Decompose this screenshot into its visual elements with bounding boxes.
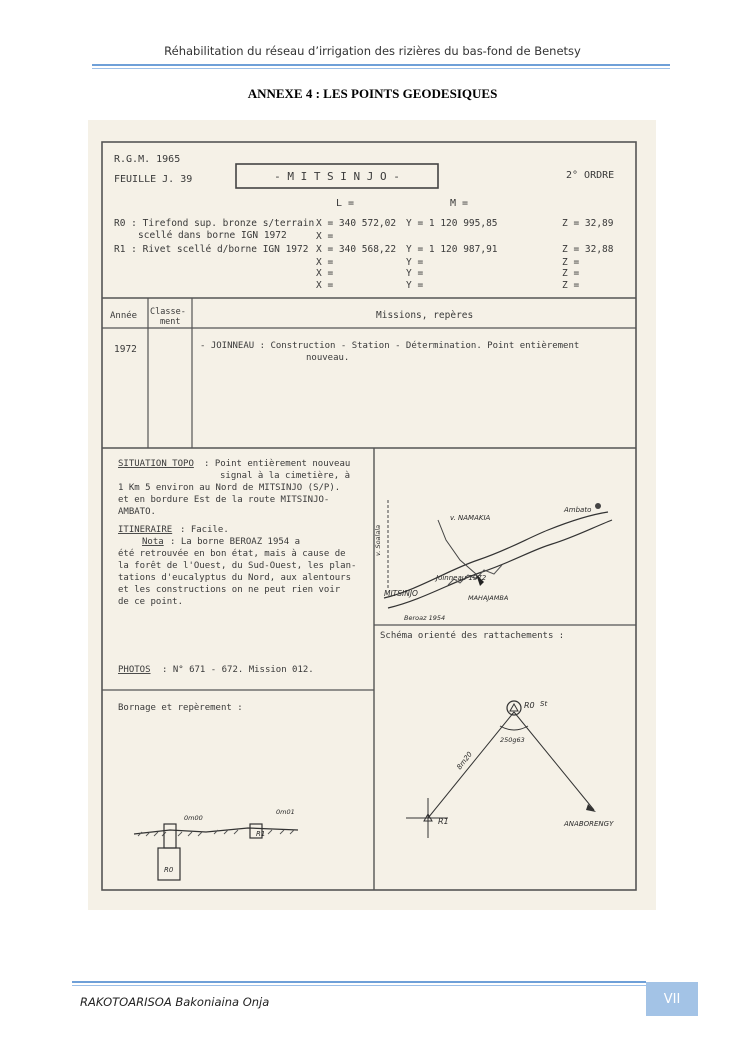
head-classement-2: ment (160, 317, 181, 327)
col-l: L = (336, 198, 355, 209)
schema-station: St (540, 700, 548, 708)
schema-angle: 250g63 (500, 736, 525, 744)
z-r1: Z = 32,88 (562, 244, 614, 255)
y-r0: Y = 1 120 995,85 (406, 218, 498, 229)
situation-5: AMBATO. (118, 507, 156, 517)
itineraire-label: ITINERAIRE (118, 525, 173, 535)
point-name: - M I T S I N J O - (274, 170, 400, 183)
borne-r0: R0 (164, 866, 174, 874)
x-blank-1: X = (316, 231, 334, 242)
x-blank-4: X = (316, 280, 334, 291)
bornage-label: Bornage et repèrement : (118, 703, 243, 713)
y-r1: Y = 1 120 987,91 (406, 244, 498, 255)
map-ambato: Ambato (564, 506, 592, 514)
situation-4: et en bordure Est de la route MITSINJO- (118, 495, 330, 505)
ordre-label: 2° ORDRE (566, 170, 615, 181)
location-sketch-map (384, 500, 612, 608)
schema-r0: R0 (524, 701, 535, 710)
map-mahajamba: MAHAJAMBA (468, 594, 509, 602)
situation-label: SITUATION TOPO (118, 459, 194, 469)
nota-6: de ce point. (118, 597, 184, 607)
footer-author: RAKOTOARISOA Bakoniaina Onja (80, 995, 270, 1009)
z-blank-3: Z = (562, 280, 580, 291)
situation-3: 1 Km 5 environ au Nord de MITSINJO (S/P). (118, 483, 341, 493)
x-r0: X = 340 572,02 (316, 218, 397, 229)
z-r0: Z = 32,89 (562, 218, 614, 229)
y-blank-2: Y = (406, 268, 424, 279)
nota-3: la forêt de l'Ouest, du Sud-Ouest, les plan- (118, 561, 357, 571)
map-soalala: v. Soalala (374, 524, 382, 556)
header-rule (92, 64, 670, 66)
map-joinneau: Joinneau 1972 (436, 574, 487, 582)
head-missions: Missions, repères (376, 310, 474, 321)
y-blank-3: Y = (406, 280, 424, 291)
map-namakia: v. NAMAKIA (450, 514, 491, 522)
rgm-label: R.G.M. 1965 (114, 154, 181, 165)
z-blank-1: Z = (562, 257, 580, 268)
feuille-label: FEUILLE J. 39 (114, 174, 193, 185)
header-rule-thin (92, 68, 670, 69)
running-header: Réhabilitation du réseau d’irrigation des rizières du bas-fond de Benetsy (164, 44, 581, 58)
nota-label: Nota (142, 537, 164, 547)
schema-r1: R1 (438, 817, 449, 826)
nota-1: : La borne BEROAZ 1954 a (170, 537, 301, 547)
y-blank-1: Y = (406, 257, 424, 268)
schema-diagram (406, 701, 596, 838)
x-r1: X = 340 568,22 (316, 244, 397, 255)
x-blank-2: X = (316, 257, 334, 268)
z-blank-2: Z = (562, 268, 580, 279)
nota-4: tations d'eucalyptus du Nord, aux alentours (118, 573, 351, 583)
map-beroaz: Beroaz 1954 (404, 614, 446, 622)
schema-label: Schéma orienté des rattachements : (380, 631, 565, 641)
borne-dim-1: 0m00 (184, 814, 203, 822)
nota-5: et les constructions on ne peut rien voir (118, 585, 341, 595)
footer-rule (72, 981, 646, 983)
situation-1: : Point entièrement nouveau (204, 459, 351, 469)
r1-description: R1 : Rivet scellé d/borne IGN 1972 (114, 244, 309, 255)
borne-dim-2: 0m01 (276, 808, 295, 816)
annex-title: ANNEXE 4 : LES POINTS GEODESIQUES (247, 86, 498, 101)
row-year: 1972 (114, 344, 137, 355)
scanned-geodesic-sheet (88, 120, 656, 910)
nota-2: été retrouvée en bon état, mais à cause de (118, 549, 346, 559)
r0-description: R0 : Tirefond sup. bronze s/terrain (114, 218, 315, 229)
schema-distance: 8m20 (455, 750, 475, 772)
head-annee: Année (110, 311, 138, 321)
situation-2: signal à la cimetière, à (220, 471, 351, 481)
borne-r1: R1 (256, 830, 266, 838)
itineraire-value: : Facile. (180, 525, 229, 535)
map-mitsinjo: MITSINJO (384, 589, 418, 598)
head-classement: Classe- (150, 307, 186, 317)
col-m: M = (450, 198, 469, 209)
row-mission-1: - JOINNEAU : Construction - Station - Détermination. Point entièrement (200, 341, 580, 351)
row-mission-2: nouveau. (306, 353, 350, 363)
x-blank-3: X = (316, 268, 334, 279)
borne-cross-section (134, 824, 298, 880)
photos-value: : N° 671 - 672. Mission 012. (162, 665, 314, 675)
footer-rule-thin (72, 985, 646, 986)
r0-description-2: scellé dans borne IGN 1972 (138, 230, 287, 241)
schema-anaborengy: ANABORENGY (564, 820, 614, 828)
page-number: VII (646, 982, 698, 1016)
photos-label: PHOTOS (118, 665, 151, 675)
